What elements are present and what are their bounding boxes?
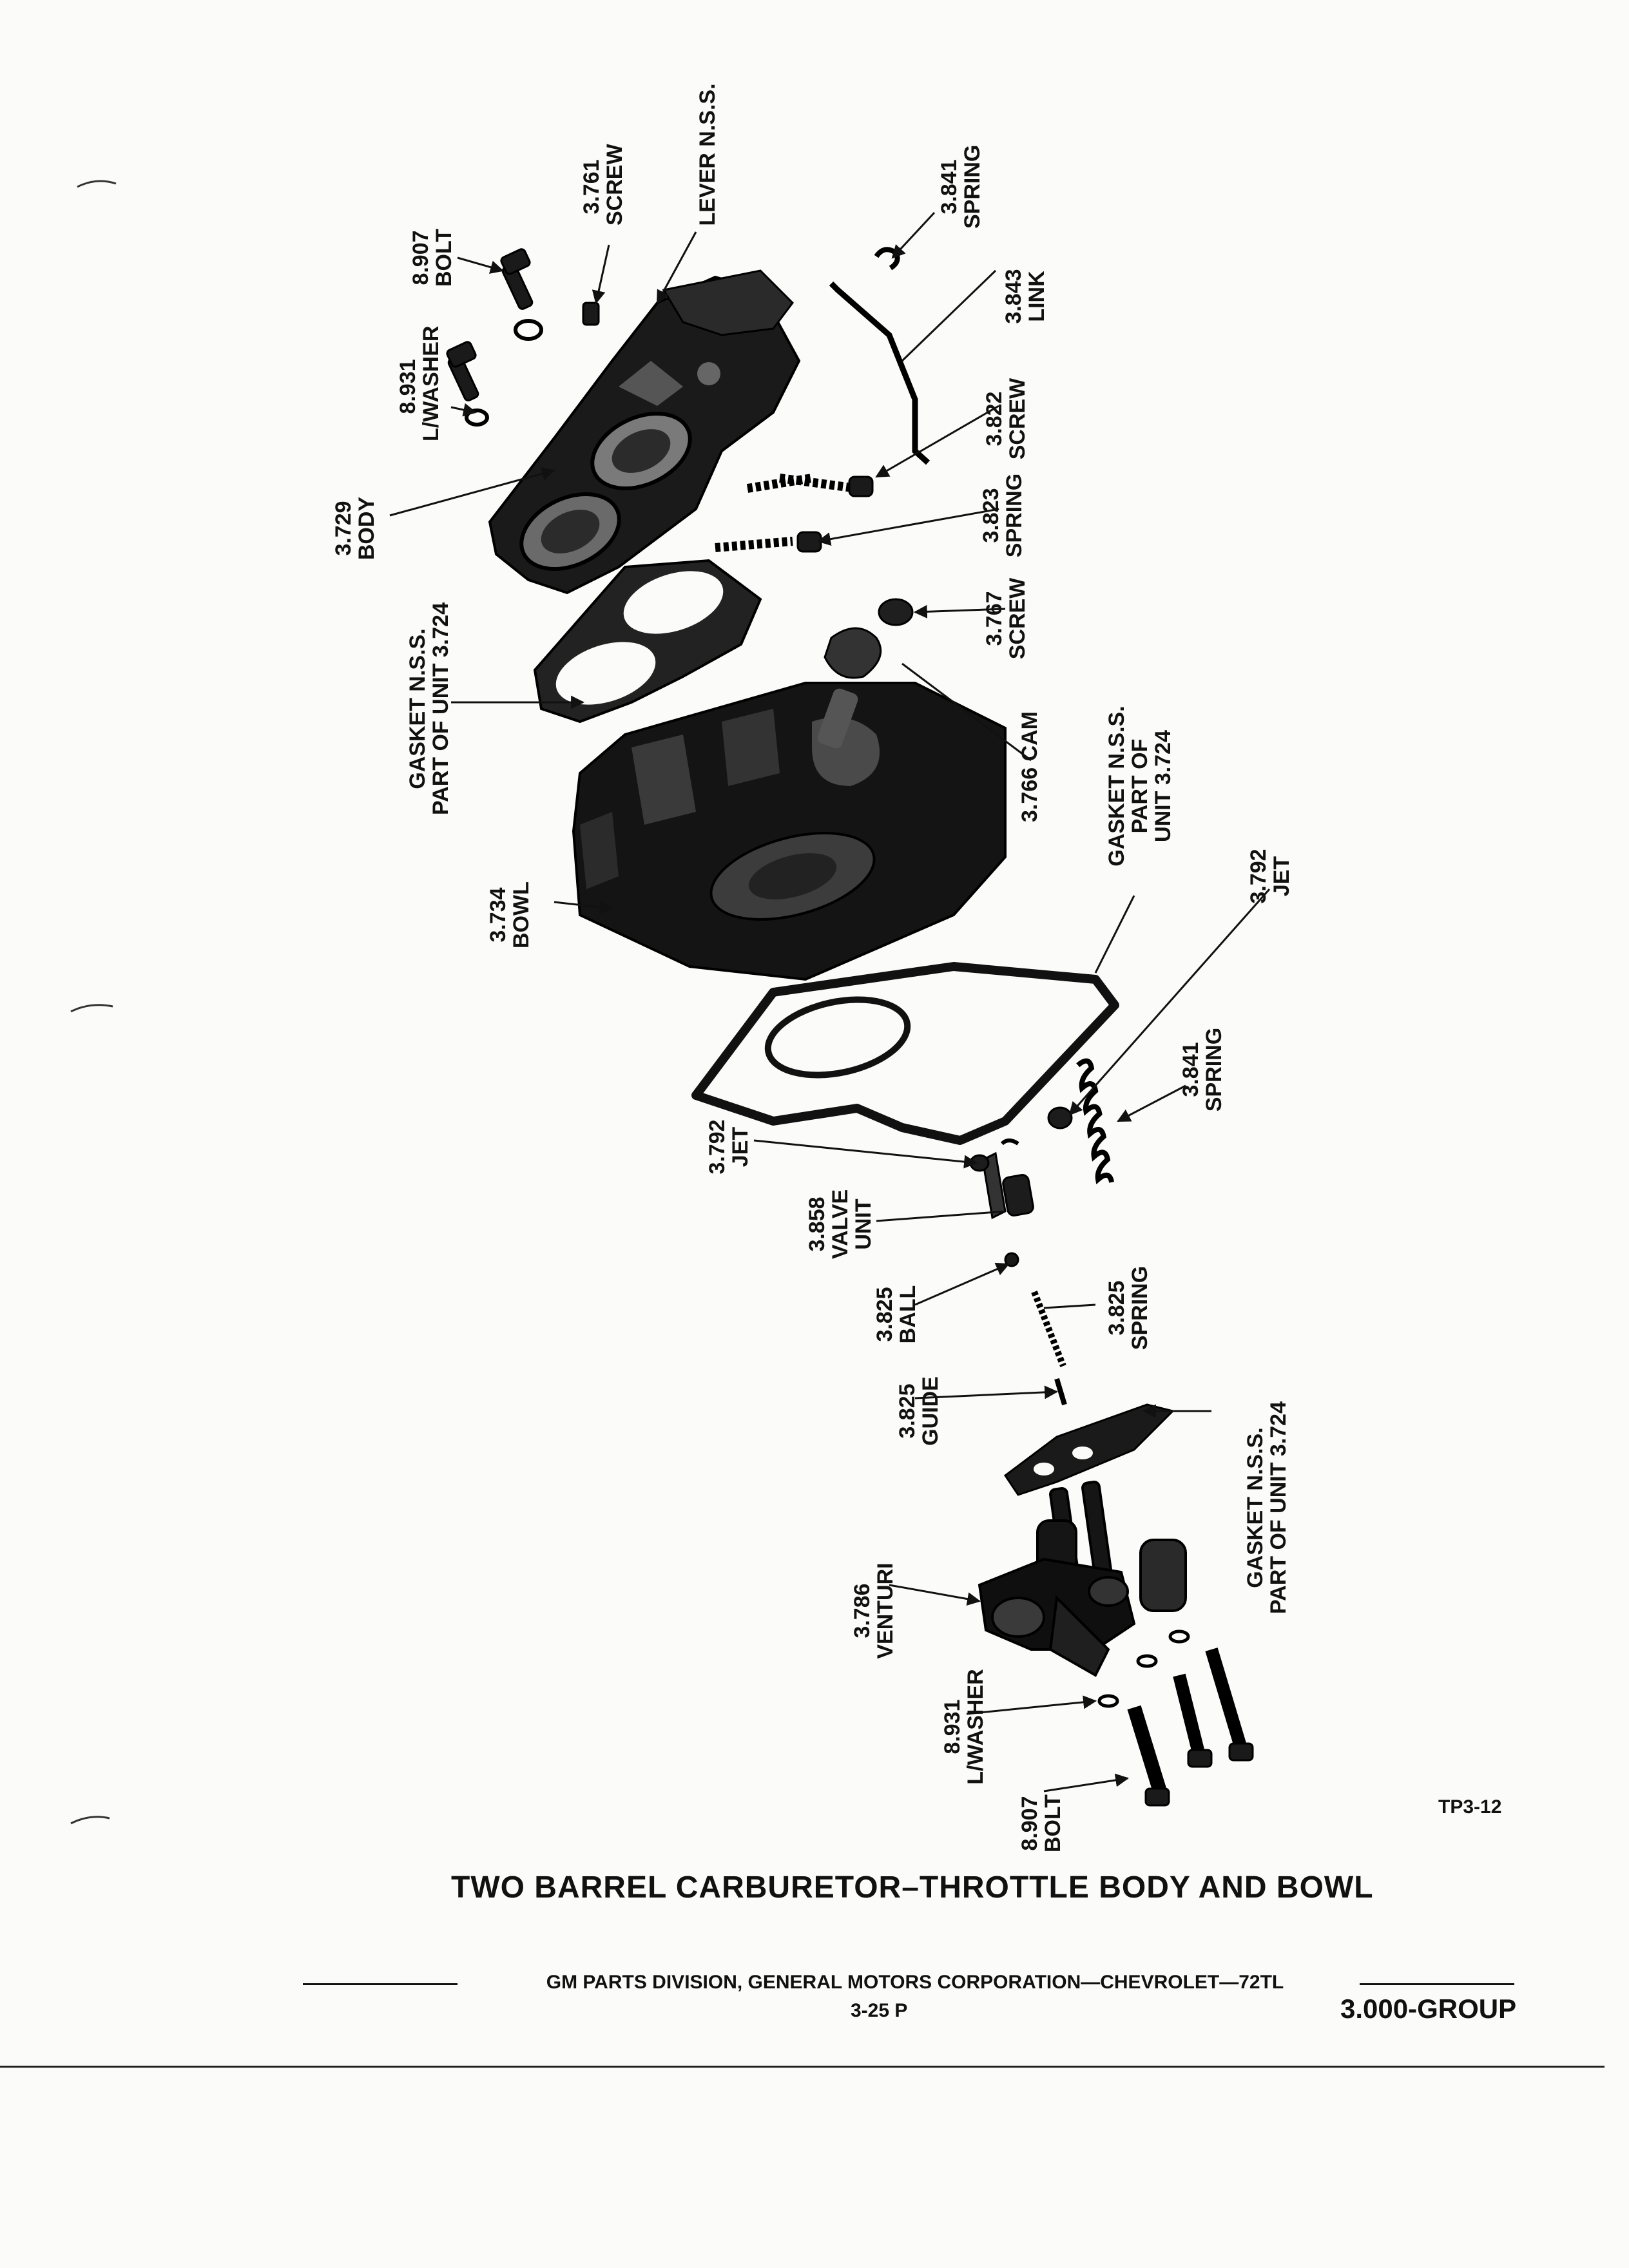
footer-publisher: GM PARTS DIVISION, GENERAL MOTORS CORPORATION—CHEVROLET—72TL (546, 1972, 1284, 1993)
label-cam-3766: 3.766 CAM (1017, 711, 1042, 822)
screw-and-cam (825, 599, 912, 678)
label-venturi-3786: 3.786 VENTURI (850, 1562, 898, 1659)
page-number: 3-25 P (851, 2000, 908, 2021)
label-spring-3841-top: 3.841 SPRING (937, 144, 985, 229)
label-spring-3841-mid: 3.841 SPRING (1179, 1027, 1226, 1112)
label-screw-3822: 3.822 SCREW (982, 378, 1030, 460)
scan-marks (71, 181, 116, 1823)
float-bowl-3734 (574, 683, 1005, 979)
label-jet-3792-left: 3.792 JET (705, 1119, 753, 1175)
label-lwasher-8931-top: 8.931 L/WASHER (396, 325, 443, 441)
ball-spring-guide (1005, 1253, 1065, 1405)
label-ball-3825: 3.825 BALL (872, 1285, 920, 1344)
label-spring-3823: 3.823 SPRING (979, 473, 1027, 558)
label-jet-3792-right: 3.792 JET (1246, 849, 1294, 904)
label-screw-3767: 3.767 SCREW (982, 577, 1030, 660)
figure-code: TP3-12 (1438, 1796, 1502, 1818)
label-spring-3825: 3.825 SPRING (1104, 1265, 1152, 1350)
label-bolt-8907-top: 8.907 BOLT (409, 229, 456, 287)
label-lwasher-8931-bottom: 8.931 L/WASHER (940, 1669, 988, 1785)
label-lever: LEVER N.S.S. (695, 83, 720, 226)
label-gasket-mid: GASKET N.S.S. PART OF UNIT 3.724 (1104, 706, 1175, 867)
label-body-3729: 3.729 BODY (331, 496, 379, 561)
label-bowl-3734: 3.734 BOWL (486, 881, 534, 948)
page-title: TWO BARREL CARBURETOR–THROTTLE BODY AND BOWL (451, 1870, 1374, 1905)
label-gasket-bottom: GASKET N.S.S. PART OF UNIT 3.724 (1243, 1401, 1291, 1614)
label-valve-3858: 3.858 VALVE UNIT (805, 1189, 876, 1260)
venturi-3786 (979, 1481, 1186, 1675)
label-link-3843: 3.843 LINK (1001, 269, 1049, 324)
group-label: 3.000-GROUP (1340, 1994, 1517, 2024)
footer-rule-right (1360, 1983, 1514, 1985)
label-gasket-top: GASKET N.S.S. PART OF UNIT 3.724 (405, 602, 453, 815)
label-bolt-8907-bottom: 8.907 BOLT (1017, 1794, 1065, 1853)
bottom-rule (0, 2066, 1605, 2068)
gasket-bottom-shape (1005, 1405, 1173, 1495)
label-guide-3825: 3.825 GUIDE (895, 1376, 943, 1446)
footer-rule-left (303, 1983, 458, 1985)
label-screw-3761: 3.761 SCREW (579, 144, 627, 226)
